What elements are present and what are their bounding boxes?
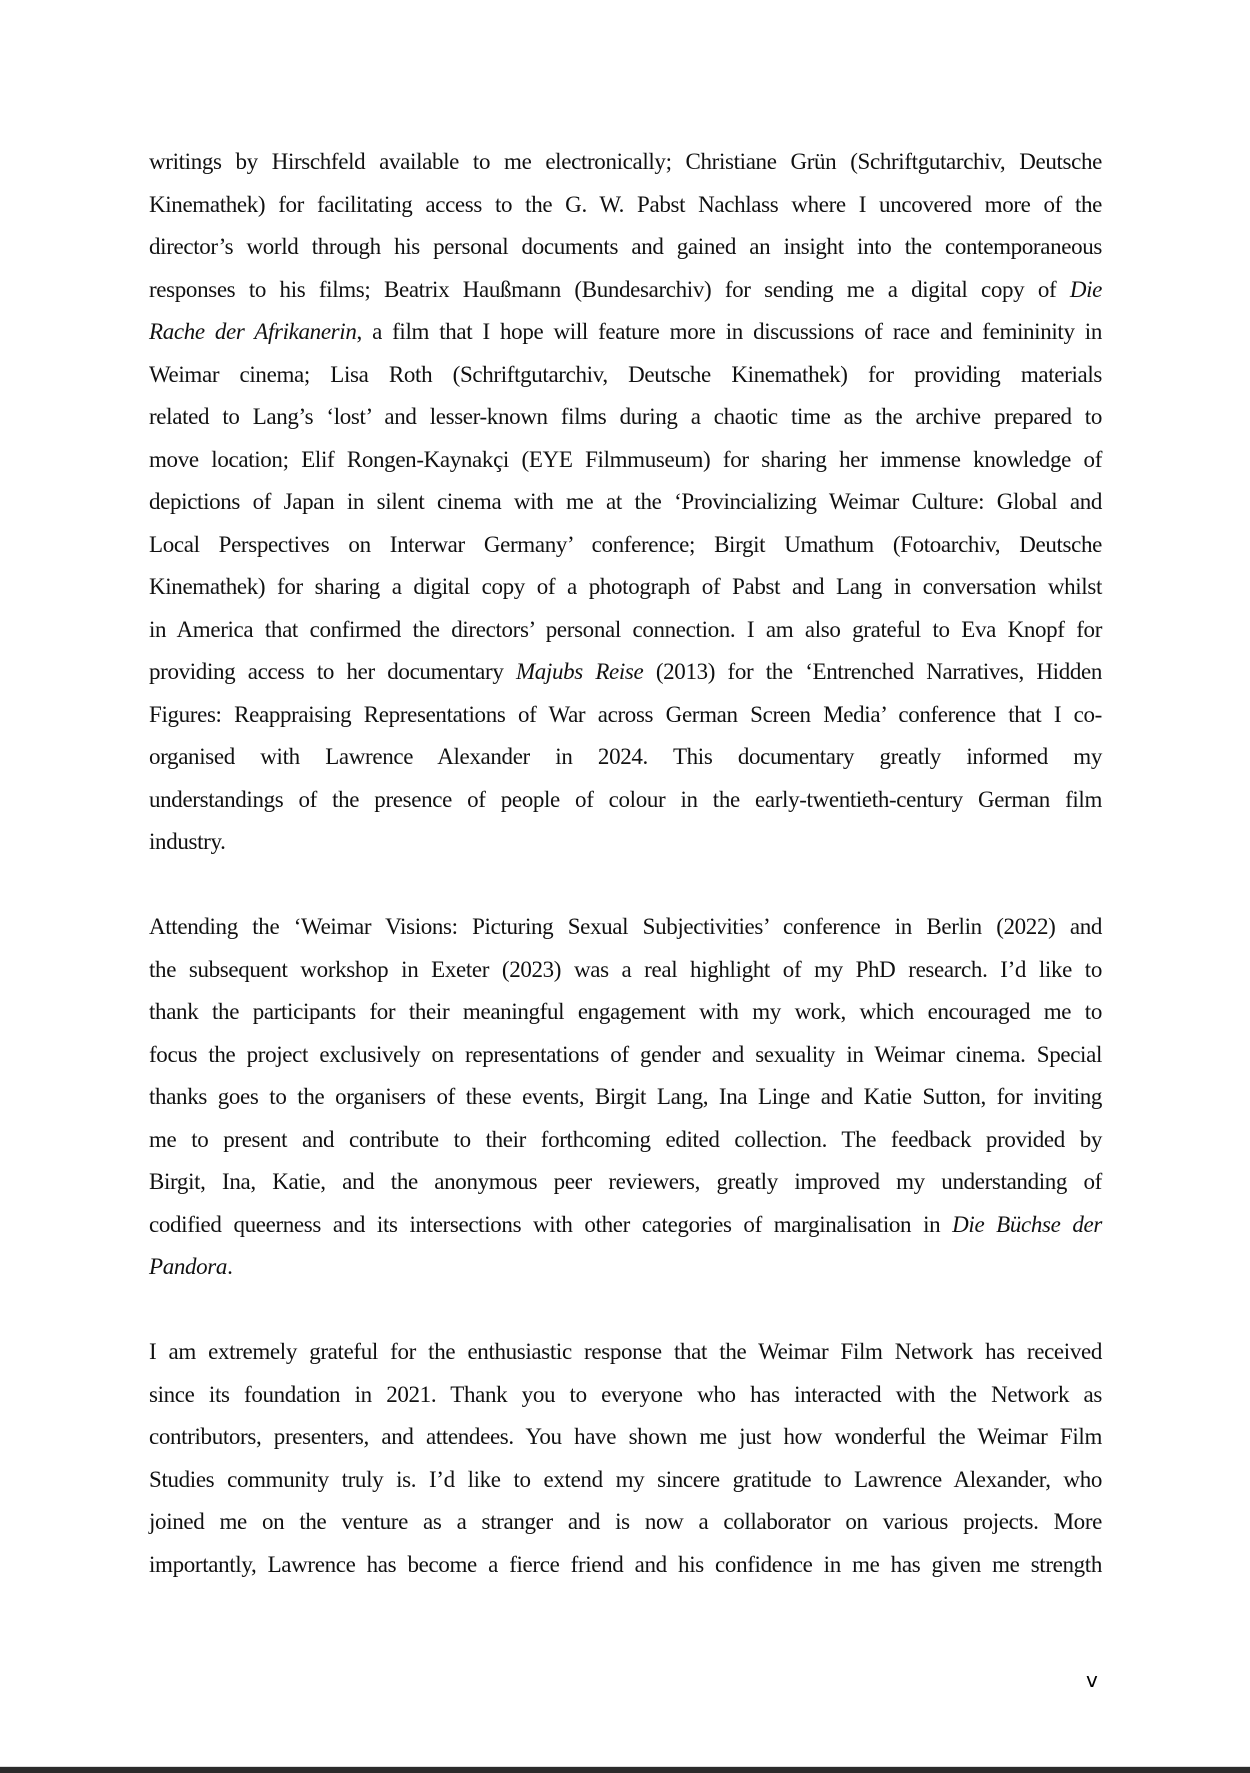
text-line xyxy=(149,821,1102,864)
text-run: I am extremely grateful for the enthusiastic response that the Weimar Film Network has received xyxy=(149,1339,1102,1364)
text-run: importantly, Lawrence has become a fierce friend and his confidence in me has given me strength xyxy=(149,1551,1102,1577)
italic-title: Die Büchse der xyxy=(952,1211,1102,1237)
text-line xyxy=(149,1501,1102,1544)
text-run: the subsequent workshop in Exeter (2023) was a real highlight of my PhD research. I’d like to xyxy=(149,956,1102,982)
text-line xyxy=(149,1034,1102,1077)
text-line xyxy=(149,609,1102,652)
text-line xyxy=(149,949,1102,992)
text-run: . xyxy=(227,1254,233,1279)
page-number: v xyxy=(1086,1668,1098,1692)
text-line xyxy=(149,1246,1102,1289)
paragraph-weimar-film-network-thanks xyxy=(149,1331,1102,1586)
text-line xyxy=(149,269,1102,312)
text-line xyxy=(149,694,1102,737)
text-run: understandings of the presence of people of colour in the early-twentieth-century German film xyxy=(149,786,1102,812)
text-line xyxy=(149,1161,1102,1204)
text-run: joined me on the venture as a stranger and is now a collaborator on various projects. More xyxy=(149,1509,1102,1534)
text-line xyxy=(149,184,1102,227)
text-run: thank the participants for their meaningful engagement with my work, which encouraged me to xyxy=(149,999,1102,1024)
text-run: , a film that I hope will feature more in discussions of race and femininity in xyxy=(356,319,1102,344)
text-line xyxy=(149,1544,1102,1587)
italic-title: Pandora xyxy=(149,1254,228,1279)
text-run: depictions of Japan in silent cinema with me at the ‘Provincializing Weimar Culture: Global and xyxy=(149,489,1102,514)
italic-title: Rache der Afrikanerin xyxy=(149,319,357,344)
text-line xyxy=(149,1331,1102,1374)
text-run: Weimar cinema; Lisa Roth (Schriftgutarchiv, Deutsche Kinemathek) for providing materials xyxy=(149,361,1102,387)
text-run: Birgit, Ina, Katie, and the anonymous peer reviewers, greatly improved my understanding of xyxy=(149,1169,1102,1194)
text-line xyxy=(149,1416,1102,1459)
text-run: Local Perspectives on Interwar Germany’ conference; Birgit Umathum (Fotoarchiv, Deutsche xyxy=(149,531,1102,557)
text-line xyxy=(149,651,1102,694)
italic-title: Die xyxy=(1069,276,1102,302)
text-line xyxy=(149,396,1102,439)
text-run: thanks goes to the organisers of these events, Birgit Lang, Ina Linge and Katie Sutton, for inviting xyxy=(149,1084,1102,1109)
text-run: me to present and contribute to their forthcoming edited collection. The feedback provided by xyxy=(149,1126,1102,1152)
italic-title: Majubs Reise xyxy=(515,659,644,684)
text-run: industry. xyxy=(149,829,226,854)
text-run: responses to his films; Beatrix Haußmann (Bundesarchiv) for sending me a digital copy of xyxy=(149,276,1070,302)
text-line xyxy=(149,141,1102,184)
text-line xyxy=(149,1076,1102,1119)
text-run: codified queerness and its intersections with other categories of marginalisation in xyxy=(149,1211,953,1237)
text-run: Attending the ‘Weimar Visions: Picturing Sexual Subjectivities’ conference in Berlin (2022) and xyxy=(149,914,1102,939)
paragraph-archives-thanks xyxy=(149,141,1102,864)
text-line xyxy=(149,1119,1102,1162)
text-line xyxy=(149,524,1102,567)
text-run: Kinemathek) for facilitating access to the G. W. Pabst Nachlass where I uncovered more of the xyxy=(149,191,1102,217)
text-line xyxy=(149,1459,1102,1502)
text-line xyxy=(149,566,1102,609)
text-run: writings by Hirschfeld available to me electronically; Christiane Grün (Schriftgutarchiv, Deutsche xyxy=(149,149,1102,174)
text-run: Kinemathek) for sharing a digital copy of a photograph of Pabst and Lang in conversation whilst xyxy=(149,574,1102,599)
text-line xyxy=(149,226,1102,269)
paragraph-weimar-visions-thanks xyxy=(149,906,1102,1289)
text-line xyxy=(149,736,1102,779)
text-line xyxy=(149,991,1102,1034)
text-line xyxy=(149,481,1102,524)
text-line xyxy=(149,439,1102,482)
text-line xyxy=(149,1204,1102,1247)
text-run: Studies community truly is. I’d like to extend my sincere gratitude to Lawrence Alexander, who xyxy=(149,1466,1102,1492)
text-line xyxy=(149,1374,1102,1417)
text-run: director’s world through his personal documents and gained an insight into the contemporaneous xyxy=(149,234,1102,259)
text-run: Figures: Reappraising Representations of War across German Screen Media’ conference that I co- xyxy=(149,701,1102,727)
text-line xyxy=(149,354,1102,397)
text-run: move location; Elif Rongen-Kaynakçi (EYE Filmmuseum) for sharing her immense knowledge of xyxy=(149,446,1102,472)
text-run: focus the project exclusively on representations of gender and sexuality in Weimar cinema. Special xyxy=(149,1041,1102,1067)
text-run: in America that confirmed the directors’ personal connection. I am also grateful to Eva Knopf for xyxy=(149,616,1102,642)
text-run: related to Lang’s ‘lost’ and lesser-known films during a chaotic time as the archive prepared to xyxy=(149,404,1102,429)
text-line xyxy=(149,779,1102,822)
text-run: organised with Lawrence Alexander in 2024. This documentary greatly informed my xyxy=(149,744,1102,769)
text-run: since its foundation in 2021. Thank you to everyone who has interacted with the Network as xyxy=(149,1381,1102,1407)
text-line xyxy=(149,906,1102,949)
text-line xyxy=(149,311,1102,354)
text-run: providing access to her documentary xyxy=(149,659,516,684)
text-run: (2013) for the ‘Entrenched Narratives, Hidden xyxy=(643,659,1102,684)
text-run: contributors, presenters, and attendees. You have shown me just how wonderful the Weimar Film xyxy=(149,1424,1102,1449)
